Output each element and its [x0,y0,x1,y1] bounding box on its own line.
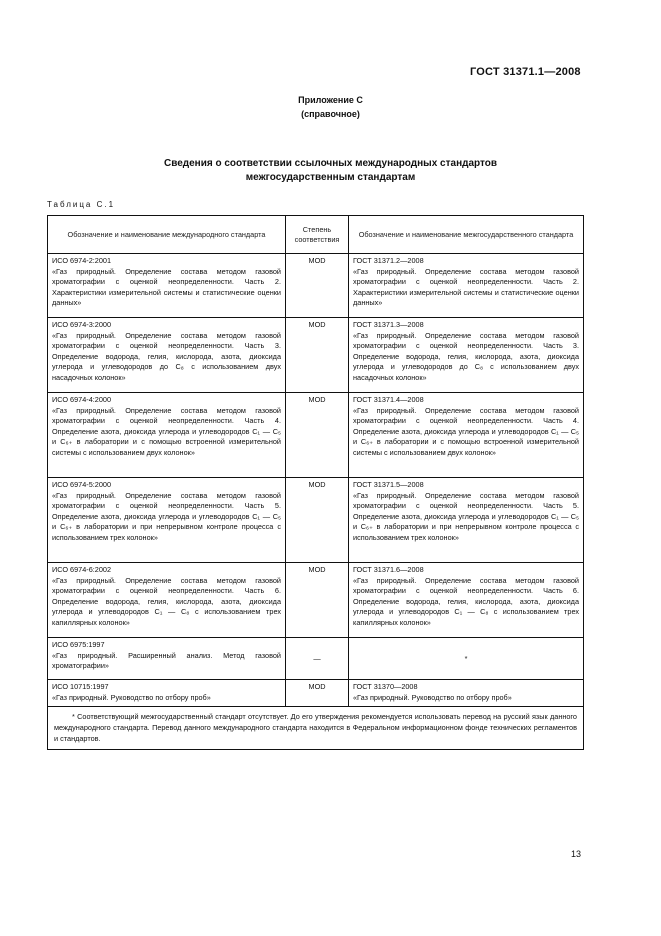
national-standard-code: ГОСТ 31371.6—2008 [353,565,424,574]
national-standard-cell [349,318,584,393]
national-standard-code: ГОСТ 31371.5—2008 [353,480,424,489]
national-standard-cell [349,393,584,478]
intl-standard-title: «Газ природный. Расширенный анализ. Метод газовой хроматографии» [52,650,281,670]
table-row [48,254,584,318]
national-standard-cell [349,680,584,707]
table-row [48,563,584,638]
intl-standard-cell [48,318,286,393]
column-header-national: Обозначение и наименование межгосударственного стандарта [349,216,584,254]
degree-cell: MOD [286,563,349,638]
page-number: 13 [571,849,582,859]
section-heading-line2: межгосударственным стандартам [245,172,416,183]
intl-standard-cell [48,478,286,563]
national-standard-cell [349,563,584,638]
national-standard-title: «Газ природный. Определение состава методом газовой хроматографии с оценкой неопределенности. Часть 2. Характеристики измерительной системы и статистические оценки данных» [353,266,579,307]
national-standard-cell [349,638,584,680]
intl-standard-cell [48,563,286,638]
intl-standard-title: «Газ природный. Определение состава методом газовой хроматографии с оценкой неопределенности. Часть 3. Определение водорода, гелия, кислорода, азота, диоксида углерода и углеводородов до C₈ с использованием двух насадочных колонок» [52,330,281,382]
table-row [48,318,584,393]
intl-standard-title: «Газ природный. Определение состава методом газовой хроматографии с оценкой неопределенности. Часть 4. Определение азота, диоксида углерода и углеводородов C₁ — C₅ и C₆₊ в лаборатории и с помощью встроенной измерительной системы с использованием двух колонок» [52,405,281,457]
section-heading-line1: Сведения о соответствии ссылочных международных стандартов [163,158,498,169]
degree-cell: MOD [286,318,349,393]
national-standard-cell [349,478,584,563]
intl-standard-cell [48,638,286,680]
degree-cell: MOD [286,478,349,563]
table-row [48,478,584,563]
intl-standard-code: ИСО 6974-4:2000 [52,395,112,404]
table-footnote: * Соответствующий межгосударственный стандарт отсутствует. До его утверждения рекомендуется использовать перевод на русский язык данного международного стандарта. Перевод данного международного стандарта находится в Федеральном информационном фонде технических регламентов и стандартов. [48,707,584,750]
national-standard-code: ГОСТ 31370—2008 [353,682,418,691]
table-row [48,680,584,707]
table-caption: Таблица С.1 [47,200,116,209]
national-standard-title: «Газ природный. Определение состава методом газовой хроматографии с оценкой неопределенности. Часть 4. Определение азота, диоксида углерода и углеводородов C₁ — C₅ и C₆₊ в лаборатории и с помощью встроенной измерительной системы с использованием двух колонок» [353,405,579,457]
intl-standard-code: ИСО 6974-6:2002 [52,565,112,574]
correspondence-table [47,215,584,750]
document-code: ГОСТ 31371.1—2008 [470,66,581,78]
national-standard-code: ГОСТ 31371.3—2008 [353,320,424,329]
degree-cell: MOD [286,254,349,318]
intl-standard-cell [48,254,286,318]
appendix-title: Приложение С [298,95,363,105]
column-header-degree: Степень соответствия [286,216,349,254]
national-standard-code: * [464,653,468,663]
intl-standard-title: «Газ природный. Руководство по отбору проб» [52,692,211,702]
intl-standard-cell [48,393,286,478]
intl-standard-title: «Газ природный. Определение состава методом газовой хроматографии с оценкой неопределенности. Часть 6. Определение водорода, гелия, кислорода, азота, диоксида углерода и углеводородов C₁ — C₈ с использованием трех капиллярных колонок» [52,575,281,627]
table-footnote-row [48,707,584,750]
intl-standard-code: ИСО 6975:1997 [52,640,105,649]
intl-standard-code: ИСО 6974-5:2000 [52,480,112,489]
national-standard-code: ГОСТ 31371.2—2008 [353,256,424,265]
intl-standard-cell [48,680,286,707]
national-standard-title: «Газ природный. Руководство по отбору проб» [353,692,512,702]
national-standard-title: «Газ природный. Определение состава методом газовой хроматографии с оценкой неопределенности. Часть 6. Определение водорода, гелия, кислорода, азота, диоксида углерода и углеводородов C₁ — C₈ с использованием трех капиллярных колонок» [353,575,579,627]
intl-standard-title: «Газ природный. Определение состава методом газовой хроматографии с оценкой неопределенности. Часть 2. Характеристики измерительной системы и статистические оценки данных» [52,266,281,307]
degree-cell: — [286,638,349,680]
intl-standard-title: «Газ природный. Определение состава методом газовой хроматографии с оценкой неопределенности. Часть 5. Определение азота, диоксида углерода и углеводородов C₁ — C₅ и C₆₊ в лаборатории и при непрерывном контроле процесса с использованием трех колонок» [52,490,281,542]
national-standard-code: ГОСТ 31371.4—2008 [353,395,424,404]
national-standard-title: «Газ природный. Определение состава методом газовой хроматографии с оценкой неопределенности. Часть 5. Определение азота, диоксида углерода и углеводородов C₁ — C₅ и C₆₊ в лаборатории и при непрерывном контроле процесса с использованием трех колонок» [353,490,579,542]
column-header-intl: Обозначение и наименование международного стандарта [48,216,286,254]
degree-cell: MOD [286,393,349,478]
intl-standard-code: ИСО 6974-2:2001 [52,256,112,265]
table-row [48,638,584,680]
table-header-row [48,216,584,254]
intl-standard-code: ИСО 6974-3:2000 [52,320,112,329]
degree-cell: MOD [286,680,349,707]
national-standard-cell [349,254,584,318]
table-row [48,393,584,478]
appendix-subtitle: (справочное) [301,109,360,119]
national-standard-title: «Газ природный. Определение состава методом газовой хроматографии с оценкой неопределенности. Часть 3. Определение водорода, гелия, кислорода, азота, диоксида углерода и углеводородов до C₈ с использованием двух насадочных колонок» [353,330,579,382]
intl-standard-code: ИСО 10715:1997 [52,682,109,691]
